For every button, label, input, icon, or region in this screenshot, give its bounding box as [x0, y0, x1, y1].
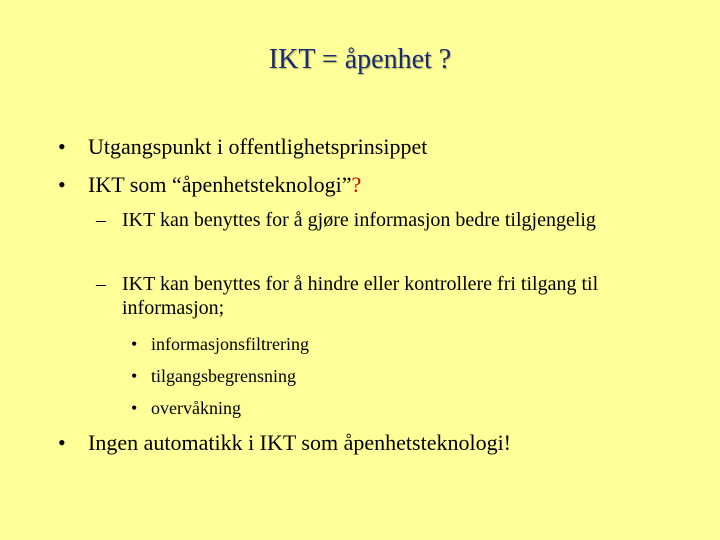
dash-icon: –: [96, 273, 106, 295]
bullet-icon: •: [131, 398, 138, 418]
bullet-text: Utgangspunkt i offentlighetsprinsippet: [88, 134, 428, 159]
dash-icon: –: [96, 209, 106, 231]
bullet-icon: •: [131, 366, 138, 386]
bullet-text: Ingen automatikk i IKT som åpenhetsteknologi!: [88, 430, 512, 455]
bullet-icon: •: [58, 430, 66, 455]
sub-sub-bullet-text: overvåkning: [151, 398, 241, 418]
bullet-icon: •: [58, 172, 66, 197]
sub-bullet-item: [96, 272, 616, 320]
slide-title: IKT = åpenhet ?: [268, 44, 452, 75]
question-mark: ?: [351, 172, 362, 197]
sub-bullet-item: [96, 208, 616, 256]
sub-sub-bullet-text: informasjonsfiltrering: [151, 334, 309, 354]
bullet-text-wrap: [88, 170, 361, 200]
bullet-text: IKT som “åpenhetsteknologi”: [88, 172, 352, 197]
bullet-icon: •: [58, 134, 66, 159]
sub-sub-bullet-text: tilgangsbegrensning: [151, 366, 296, 386]
sub-bullet-text: IKT kan benyttes for å hindre eller kontrollere fri tilgang til informasjon;: [122, 273, 599, 319]
sub-bullet-text: IKT kan benyttes for å gjøre informasjon bedre tilgjengelig: [122, 209, 596, 231]
bullet-icon: •: [131, 334, 138, 354]
